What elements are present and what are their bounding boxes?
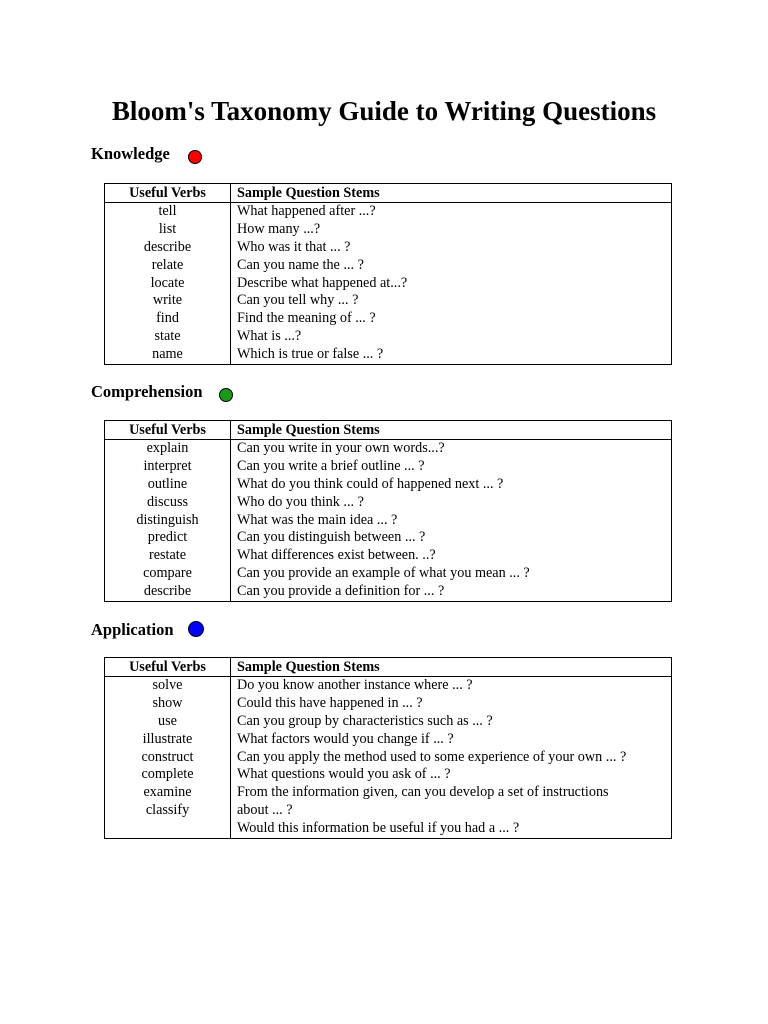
question-stem: What do you think could of happened next ... ? <box>237 475 504 492</box>
sample-question-stems-header: Sample Question Stems <box>231 184 672 203</box>
verb-item: tell <box>158 203 177 219</box>
section-heading-comprehension <box>91 381 233 403</box>
useful-verbs-header: Useful Verbs <box>105 184 231 203</box>
verbs-list <box>105 203 231 365</box>
verb-item: distinguish <box>136 511 199 528</box>
verb-item: list <box>158 220 177 237</box>
question-stem: Who do you think ... ? <box>237 493 364 510</box>
comprehension-table <box>104 420 672 602</box>
question-stem: What factors would you change if ... ? <box>237 730 454 747</box>
verb-item: restate <box>148 547 187 564</box>
verb-item: construct <box>141 748 194 765</box>
question-stem: What questions would you ask of ... ? <box>237 766 451 783</box>
question-stem: Who was it that ... ? <box>237 238 351 255</box>
page-title: Bloom's Taxonomy Guide to Writing Questions <box>111 96 657 126</box>
question-stem: Can you group by characteristics such as ... ? <box>237 712 493 729</box>
table-header-row <box>105 184 672 203</box>
section-title: Knowledge <box>91 144 170 163</box>
verb-item: use <box>158 712 177 729</box>
verb-item: relate <box>151 256 184 273</box>
table-header-row <box>105 421 672 440</box>
verb-item: find <box>156 310 179 327</box>
useful-verbs-header: Useful Verbs <box>105 421 231 440</box>
stems-list <box>231 440 672 602</box>
table-body-row <box>105 203 672 365</box>
question-stem: What differences exist between. ..? <box>237 547 436 564</box>
verb-item: predict <box>147 529 188 546</box>
blue-dot-icon <box>188 621 204 637</box>
verbs-list <box>105 440 231 602</box>
question-stem: Can you write a brief outline ... ? <box>237 457 425 474</box>
verb-item: solve <box>152 677 183 693</box>
question-stem: Find the meaning of ... ? <box>237 310 376 327</box>
question-stem: Can you provide an example of what you mean ... ? <box>237 565 530 582</box>
verb-item: compare <box>143 565 192 582</box>
verb-item: classify <box>145 802 190 819</box>
sample-question-stems-header: Sample Question Stems <box>231 658 672 677</box>
verb-item: outline <box>147 475 188 492</box>
question-stem: Describe what happened at...? <box>237 274 408 291</box>
verb-item: write <box>152 292 183 309</box>
question-stem: Do you know another instance where ... ? <box>237 677 473 693</box>
question-stem: Can you tell why ... ? <box>237 292 359 309</box>
section-heading-application <box>91 619 204 641</box>
knowledge-table <box>104 183 672 365</box>
section-title: Application <box>91 620 174 639</box>
section-title: Comprehension <box>91 382 203 401</box>
question-stem: What happened after ...? <box>237 203 376 219</box>
verb-item: describe <box>143 238 192 255</box>
question-stem: What is ...? <box>237 328 302 345</box>
question-stem: Can you write in your own words...? <box>237 440 445 456</box>
question-stem: Could this have happened in ... ? <box>237 694 423 711</box>
stems-list <box>231 203 672 365</box>
table-header-row <box>105 658 672 677</box>
question-stem: Can you name the ... ? <box>237 256 364 273</box>
verb-item: illustrate <box>142 730 193 747</box>
verb-item: show <box>152 694 183 711</box>
verb-item: discuss <box>147 493 188 510</box>
verb-item: name <box>152 346 183 363</box>
question-stem: Would this information be useful if you had a ... ? <box>237 820 520 837</box>
green-dot-icon <box>219 388 233 402</box>
verb-item: locate <box>150 274 185 291</box>
question-stem: Which is true or false ... ? <box>237 346 384 363</box>
verb-item: explain <box>146 440 189 456</box>
question-stem: Can you apply the method used to some experience of your own ... ? <box>237 748 627 765</box>
question-stem: Can you distinguish between ... ? <box>237 529 426 546</box>
verbs-list <box>105 677 231 839</box>
table-body-row <box>105 677 672 839</box>
table-body-row <box>105 440 672 602</box>
verb-item: examine <box>143 784 192 801</box>
verb-item: state <box>154 328 181 345</box>
question-stem: From the information given, can you develop a set of instructions about ... ? <box>237 784 609 819</box>
application-table <box>104 657 672 839</box>
verb-item: interpret <box>143 457 192 474</box>
section-heading-knowledge <box>91 143 202 165</box>
useful-verbs-header: Useful Verbs <box>105 658 231 677</box>
stems-list <box>231 677 672 839</box>
question-stem: Can you provide a definition for ... ? <box>237 583 445 600</box>
question-stem: How many ...? <box>237 220 321 237</box>
question-stem: What was the main idea ... ? <box>237 511 398 528</box>
verb-item: describe <box>143 583 192 600</box>
sample-question-stems-header: Sample Question Stems <box>231 421 672 440</box>
verb-item: complete <box>141 766 194 783</box>
red-dot-icon <box>188 150 202 164</box>
